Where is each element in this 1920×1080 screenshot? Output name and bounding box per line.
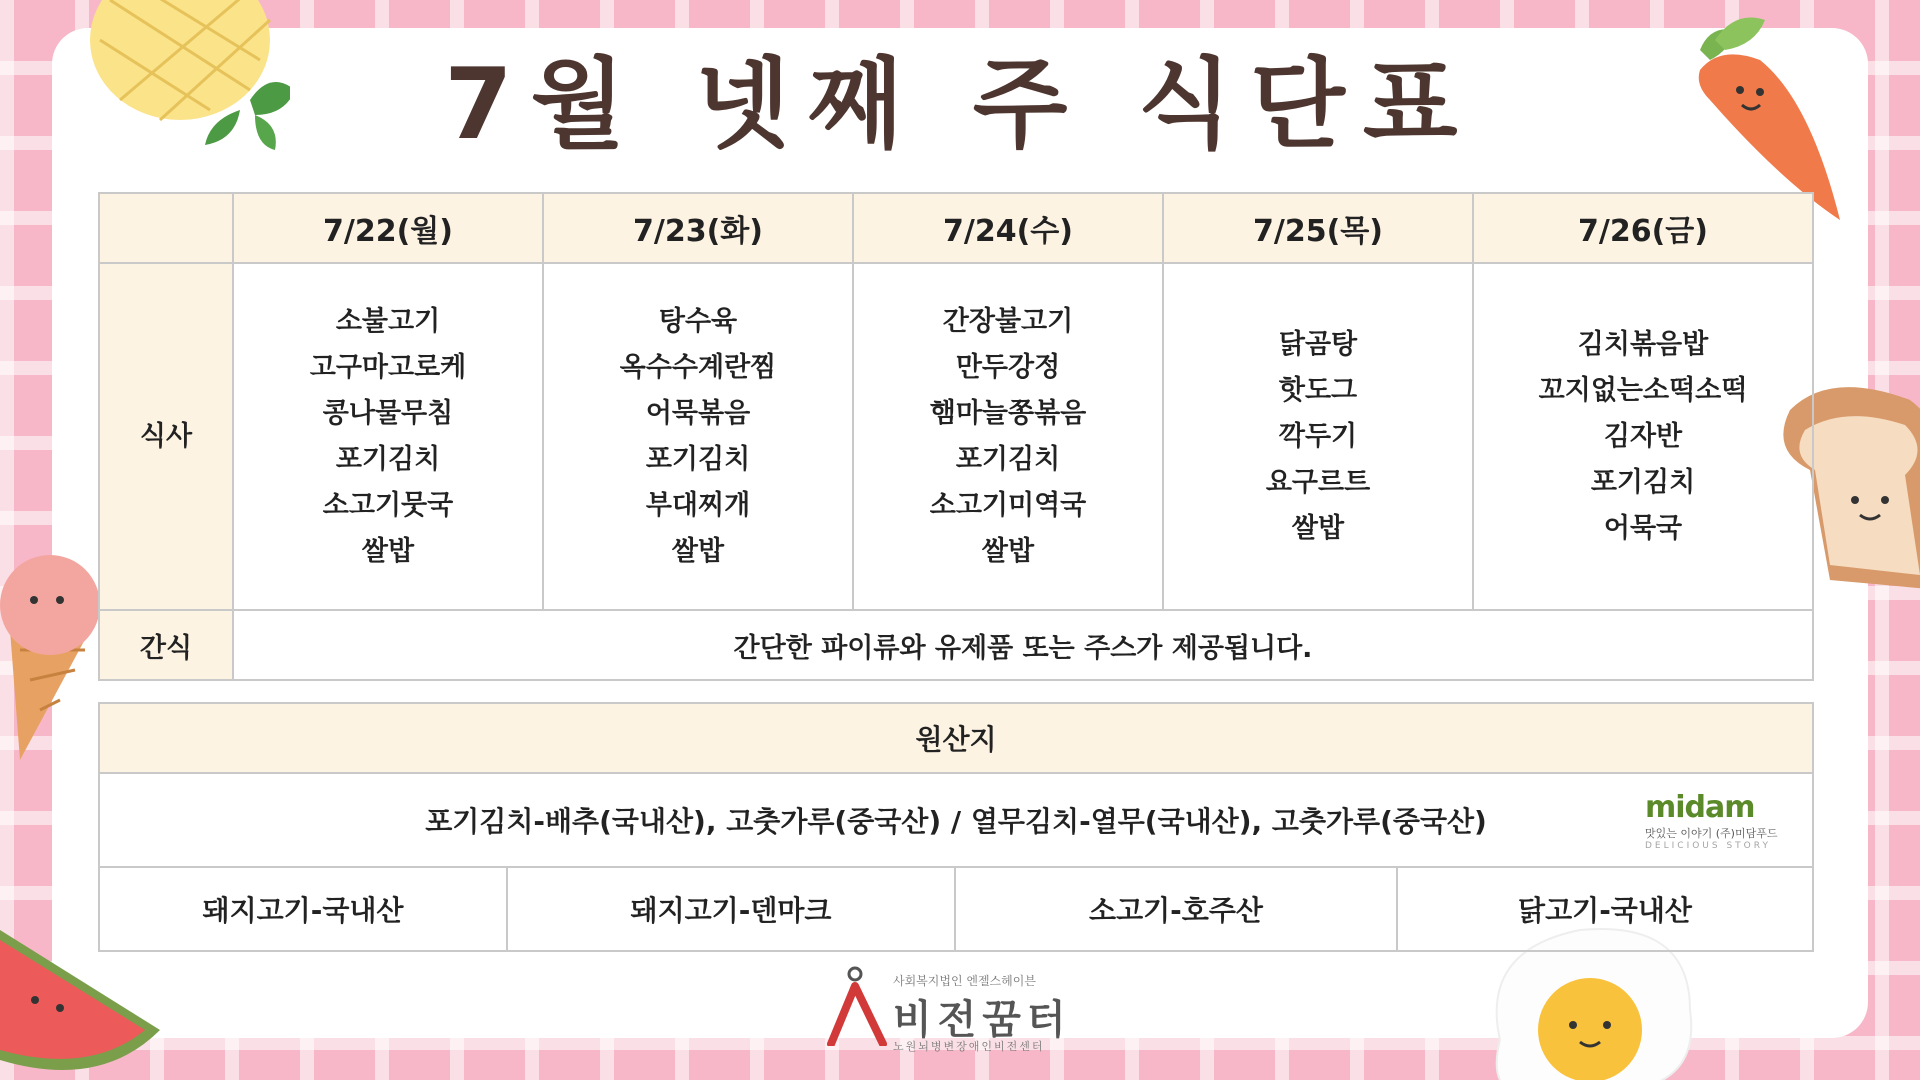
dish: 콩나물무침 [322, 397, 454, 429]
dish: 만두강정 [955, 351, 1061, 383]
dish: 옥수수계란찜 [619, 351, 777, 383]
dish: 쌀밥 [981, 535, 1035, 567]
page-title: 7월 넷째 주 식단표 [444, 48, 1476, 162]
dish: 간장불고기 [942, 305, 1074, 337]
meal-cell-mon [233, 263, 543, 610]
dish: 쌀밥 [671, 535, 725, 567]
dish: 깍두기 [1278, 420, 1358, 452]
meal-cell-thu [1163, 263, 1473, 610]
weekly-menu-table [98, 192, 1814, 681]
day-header: 7/25(목) [1163, 193, 1473, 263]
meal-cell-fri [1473, 263, 1813, 610]
organization-logo [825, 966, 1075, 1056]
origin-kimchi: 포기김치-배추(국내산), 고춧가루(중국산) / 열무김치-열무(국내산), 고춧가루(중국산) [99, 773, 1813, 867]
snack-row-label: 간식 [99, 610, 233, 680]
midam-logo-sub2: DELICIOUS STORY [1645, 841, 1771, 851]
organization-parent: 사회복지법인 엔젤스헤이븐 [893, 974, 1036, 988]
day-header: 7/24(수) [853, 193, 1163, 263]
meal-row-label: 식사 [99, 263, 233, 610]
dish: 꼬지없는소떡소떡 [1538, 374, 1748, 406]
day-header: 7/26(금) [1473, 193, 1813, 263]
meal-cell-wed [853, 263, 1163, 610]
origin-table [98, 702, 1814, 952]
dish: 어묵국 [1603, 512, 1683, 544]
dish: 쌀밥 [1291, 512, 1345, 544]
day-header: 7/23(화) [543, 193, 853, 263]
dish: 포기김치 [1590, 466, 1696, 498]
dish: 쌀밥 [361, 535, 415, 567]
dish: 닭곰탕 [1278, 328, 1358, 360]
dish: 부대찌개 [645, 489, 751, 521]
dish: 소고기미역국 [929, 489, 1087, 521]
origin-meat: 닭고기-국내산 [1397, 867, 1813, 951]
dish: 포기김치 [335, 443, 441, 475]
dish: 핫도그 [1278, 374, 1358, 406]
meal-cell-tue [543, 263, 853, 610]
dish: 고구마고로케 [309, 351, 467, 383]
origin-header: 원산지 [99, 703, 1813, 773]
dish: 소불고기 [335, 305, 441, 337]
organization-name: 비전꿈터 [893, 997, 1072, 1043]
dish: 어묵볶음 [645, 397, 751, 429]
person-mark-icon [825, 966, 891, 1046]
dish: 소고기뭇국 [322, 489, 454, 521]
dish: 포기김치 [645, 443, 751, 475]
midam-logo [1645, 790, 1795, 850]
dish: 김치볶음밥 [1577, 328, 1709, 360]
origin-meat: 돼지고기-덴마크 [507, 867, 955, 951]
dish: 포기김치 [955, 443, 1061, 475]
dish: 김자반 [1603, 420, 1683, 452]
origin-meat: 돼지고기-국내산 [99, 867, 507, 951]
origin-meat: 소고기-호주산 [955, 867, 1397, 951]
midam-logo-word: midam [1645, 790, 1755, 825]
organization-subtitle: 노원뇌병변장애인비전센터 [893, 1040, 1045, 1053]
corner-cell [99, 193, 233, 263]
dish: 햄마늘쫑볶음 [929, 397, 1087, 429]
snack-note: 간단한 파이류와 유제품 또는 주스가 제공됩니다. [233, 610, 1813, 680]
midam-logo-sub: 맛있는 이야기 (주)미담푸드 [1645, 827, 1778, 840]
day-header: 7/22(월) [233, 193, 543, 263]
dish: 탕수육 [658, 305, 738, 337]
dish: 요구르트 [1265, 466, 1371, 498]
